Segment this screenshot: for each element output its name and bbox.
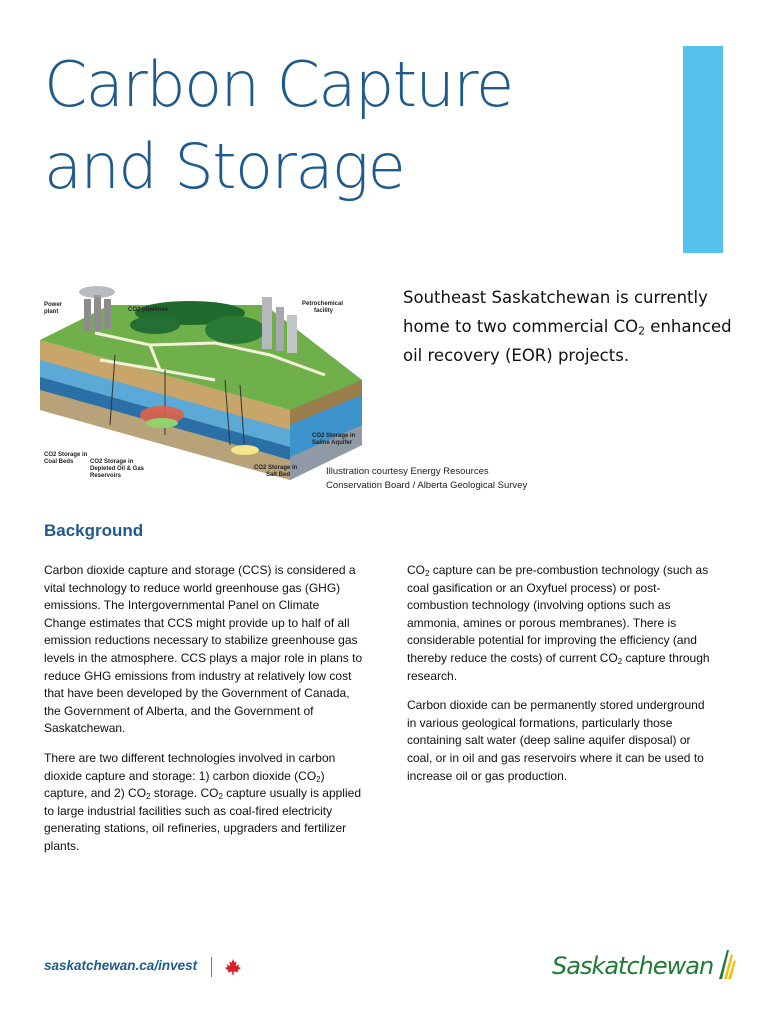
intro-sub: 2 (638, 324, 646, 338)
footer-url-link[interactable]: saskatchewan.ca/invest (44, 958, 198, 973)
intro-text-a: Southeast Saskatchewan is currently home to two commercial CO (403, 288, 708, 336)
label-salt-2: Salt Bed (266, 472, 291, 478)
label-saline-1: CO2 Storage in (312, 433, 356, 439)
footer-divider (211, 957, 212, 977)
section-heading: Background (44, 521, 144, 540)
label-salt-1: CO2 Storage in (254, 465, 298, 471)
label-coal-1: CO2 Storage in (44, 452, 88, 458)
label-pipelines: CO2 pipelines (128, 307, 169, 313)
body-column-left (44, 562, 364, 868)
label-oilgas-2: Depleted Oil & Gas (90, 466, 145, 472)
credit-line-2: Conservation Board / Alberta Geological Survey (326, 480, 528, 491)
page-title (44, 44, 513, 208)
wheat-sheaf-icon (715, 948, 737, 980)
paragraph-2: There are two different technologies involved in carbon dioxide capture and storage: 1) carbon dioxide $(CO_2)$ capture, and 2) $CO_2$ storage. $CO_2$ capture usually is applied to large industrial facilities such as coal-fired electricity generating stations, oil refineries, upgraders and fertilizer plants. (44, 750, 361, 853)
paragraph-1: Carbon dioxide capture and storage (CCS) is considered a vital technology to reduce world greenhouse gas (GHG) emissions. The Intergovernmental Panel on Climate Change estimates that CCS might provide up to half of all emission reductions necessary to stabilize greenhouse gas levels in the atmosphere. CCS plays a major role in plans to reduce GHG emissions from industry at relatively low cost that have been developed by the Government of Canada, the Government of Alberta, and the Government of Saskatchewan. (44, 563, 363, 736)
label-saline-2: Saline Aquifer (312, 440, 353, 446)
label-power-plant-1: Power (44, 302, 63, 308)
logo-wordmark: Saskatchewan (552, 952, 714, 980)
saskatchewan-logo (552, 948, 737, 980)
intro-statement (403, 283, 733, 370)
title-line-1: Carbon Capture (44, 48, 513, 121)
label-petrochemical-2: facility (314, 308, 334, 314)
accent-bar (683, 46, 723, 253)
intro-text-b: enhanced oil recovery (EOR) projects. (403, 317, 732, 365)
paragraph-3: $CO_2$ capture can be pre-combustion technology (such as coal gasification or an Oxyfuel process) or post-combustion technology (involving options such as ammonia, amines or porous membranes). There is considerable potential for improving the efficiency (and thereby reduce the costs) of current $CO_2$ capture through research. (407, 563, 710, 683)
label-oilgas-3: Reservoirs (90, 473, 122, 479)
label-coal-2: Coal Beds (44, 459, 74, 465)
body-column-right (407, 562, 717, 797)
credit-line-1: Illustration courtesy Energy Resources (326, 466, 489, 477)
label-petrochemical-1: Petrochemical (302, 301, 344, 307)
title-line-2: and Storage (44, 130, 405, 203)
paragraph-4: Carbon dioxide can be permanently stored underground in various geological formations, particularly those containing salt water (deep saline aquifer disposal) or coal, or in oil and gas reservoirs where it can be used to increase oil or gas production. (407, 698, 705, 783)
illustration-credit (326, 465, 586, 493)
label-oilgas-1: CO2 Storage in (90, 459, 134, 465)
label-power-plant-2: plant (44, 309, 59, 315)
maple-leaf-icon (224, 958, 242, 976)
ccs-illustration (40, 285, 370, 485)
